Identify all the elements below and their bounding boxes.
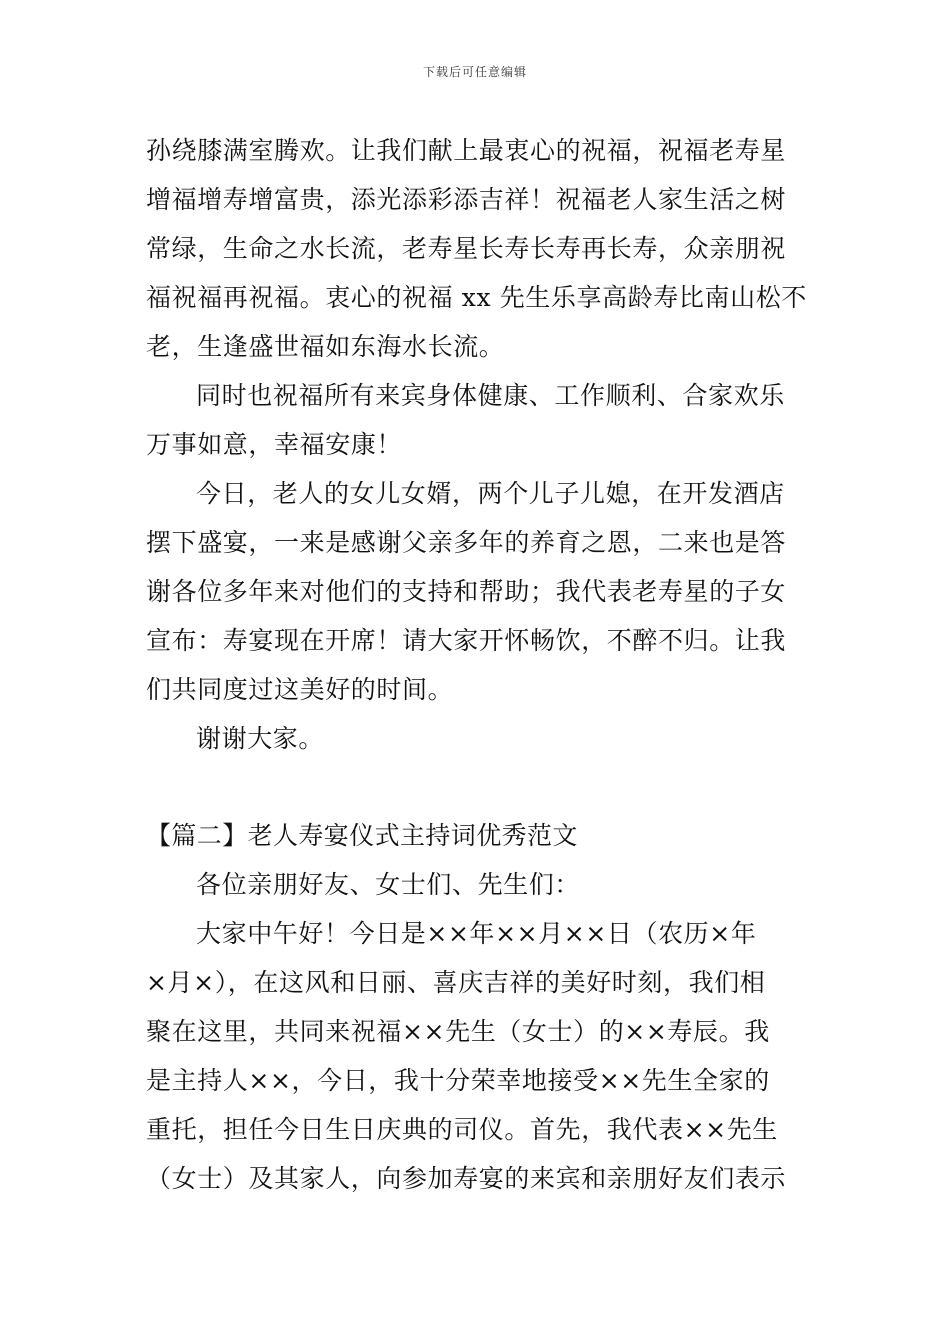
- text-line: 们共同度过这美好的时间。: [146, 675, 454, 704]
- text-line: 孙绕膝满室腾欢。让我们献上最衷心的祝福，祝福老寿星: [146, 136, 787, 165]
- text-line: （女士）及其家人，向参加寿宴的来宾和亲朋好友们表示: [146, 1164, 787, 1193]
- paragraph-start: 今日，老人的女儿女婿，两个儿子儿媳，在开发酒店: [196, 479, 785, 508]
- text-line: 福祝福再祝福。衷心的祝福 xx 先生乐享高龄寿比南山松不: [146, 283, 807, 312]
- text-line: 重托，担任今日生日庆典的司仪。首先，我代表××先生: [146, 1115, 778, 1144]
- section-heading: 【篇二】老人寿宴仪式主持词优秀范文: [146, 821, 578, 850]
- text-line: 增福增寿增富贵，添光添彩添吉祥！祝福老人家生活之树: [146, 185, 787, 214]
- paragraph-start: 同时也祝福所有来宾身体健康、工作顺利、合家欢乐: [196, 381, 785, 410]
- document-body: [146, 126, 810, 1203]
- text-line: 常绿，生命之水长流，老寿星长寿长寿再长寿，众亲朋祝: [146, 234, 787, 263]
- paragraph-start: 谢谢大家。: [196, 724, 325, 753]
- text-line: 谢各位多年来对他们的支持和帮助；我代表老寿星的子女: [146, 577, 787, 606]
- section-gap: [146, 763, 810, 811]
- text-line: 摆下盛宴，一来是感谢父亲多年的养育之恩，二来也是答: [146, 528, 787, 557]
- text-line: 宣布：寿宴现在开席！请大家开怀畅饮，不醉不归。让我: [146, 626, 787, 655]
- paragraph-start: 大家中午好！今日是××年××月××日（农历×年: [196, 919, 757, 948]
- text-line: 是主持人××，今日，我十分荣幸地接受××先生全家的: [146, 1066, 770, 1095]
- text-line: 聚在这里，共同来祝福××先生（女士）的××寿辰。我: [146, 1017, 770, 1046]
- text-line: 万事如意，幸福安康！: [146, 430, 403, 459]
- salutation: 各位亲朋好友、女士们、先生们：: [196, 870, 581, 899]
- page-header-note: 下载后可任意编辑: [422, 65, 527, 79]
- text-line: 老，生逢盛世福如东海水长流。: [146, 332, 505, 361]
- text-line: ×月×），在这风和日丽、喜庆吉祥的美好时刻，我们相: [146, 968, 766, 997]
